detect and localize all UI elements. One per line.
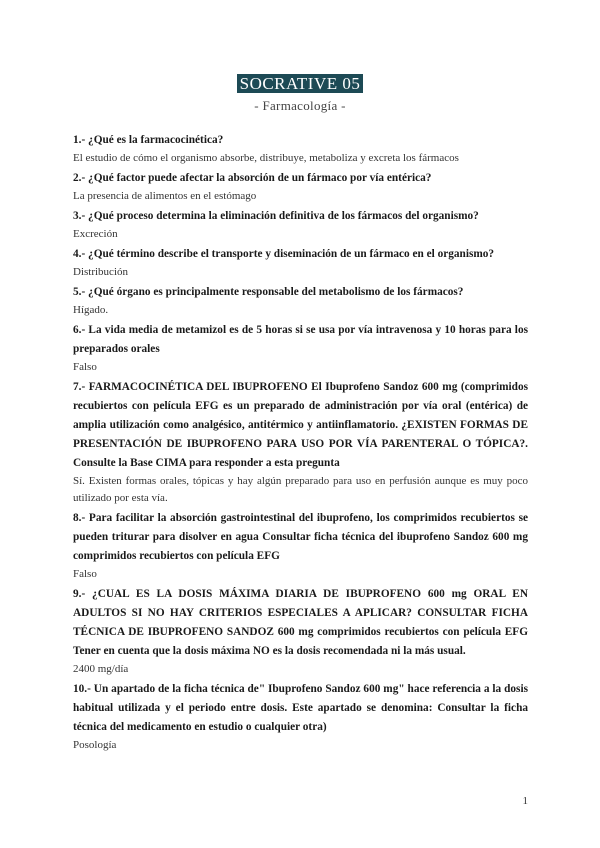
answer-text: Hígado.	[73, 304, 109, 316]
question-item-1	[73, 131, 528, 167]
question-item-2	[73, 169, 528, 205]
page-number: 1	[522, 795, 528, 807]
question-item-5	[73, 283, 528, 319]
question-text: 8.- Para facilitar la absorción gastrointestinal del ibuprofeno, los comprimidos recubiertos se pueden triturar para disolver en agua Consultar ficha técnica del ibuprofeno Sandoz 600 mg comprimidos recubiertos con película EFG	[73, 512, 528, 562]
answer-text: El estudio de cómo el organismo absorbe, distribuye, metaboliza y excreta los fármacos	[73, 152, 459, 164]
question-text: 5.- ¿Qué órgano es principalmente responsable del metabolismo de los fármacos?	[73, 286, 464, 298]
question-item-7	[73, 378, 528, 507]
question-text: 9.- ¿CUAL ES LA DOSIS MÁXIMA DIARIA DE IBUPROFENO 600 mg ORAL EN ADULTOS SI NO HAY CRITERIOS ESPECIALES A APLICAR? CONSULTAR FICHA TÉCNICA DE IBUPROFENO SANDOZ 600 mg comprimidos recubiertos con película EFG Tener en cuenta que la dosis máxima NO es la dosis recomendada ni la más usual.	[73, 588, 528, 657]
answer-text: 2400 mg/día	[73, 663, 129, 675]
answer-text: Falso	[73, 361, 97, 373]
question-item-10	[73, 680, 528, 754]
answer-text: Excreción	[73, 228, 118, 240]
question-text: 6.- La vida media de metamizol es de 5 horas si se usa por vía intravenosa y 10 horas para los preparados orales	[73, 324, 528, 355]
question-text: 3.- ¿Qué proceso determina la eliminación definitiva de los fármacos del organismo?	[73, 210, 479, 222]
answer-text: Posología	[73, 739, 117, 751]
question-item-3	[73, 207, 528, 243]
question-item-4	[73, 245, 528, 281]
question-text: 10.- Un apartado de la ficha técnica de" Ibuprofeno Sandoz 600 mg" hace referencia a la dosis habitual utilizada y el periodo entre dosis. Este apartado se denomina: Consultar la ficha técnica del medicamento en estudio o cualquier otra)	[73, 683, 528, 733]
document-subtitle: - Farmacología -	[254, 98, 346, 113]
answer-text: Falso	[73, 568, 97, 580]
question-text: 4.- ¿Qué término describe el transporte y diseminación de un fármaco en el organismo?	[73, 248, 495, 260]
question-item-9	[73, 585, 528, 678]
question-text: 2.- ¿Qué factor puede afectar la absorción de un fármaco por vía entérica?	[73, 172, 432, 184]
answer-text: Sí. Existen formas orales, tópicas y hay algún preparado para uso en perfusión aunque es muy poco utilizado por esta vía.	[73, 475, 528, 504]
answer-text: La presencia de alimentos en el estómago	[73, 190, 257, 202]
question-item-8	[73, 509, 528, 583]
question-text: 1.- ¿Qué es la farmacocinética?	[73, 134, 224, 146]
title-wrapper	[0, 74, 600, 94]
question-item-6	[73, 321, 528, 376]
answer-text: Distribución	[73, 266, 128, 278]
questions-list	[73, 131, 528, 756]
question-text: 7.- FARMACOCINÉTICA DEL IBUPROFENO El Ibuprofeno Sandoz 600 mg (comprimidos recubiertos con película EFG es un preparado de administración por vía oral (entérica) de amplia utilización como analgésico, antitérmico y antiinflamatorio. ¿EXISTEN FORMAS DE PRESENTACIÓN DE IBUPROFENO PARA USO POR VÍA PARENTERAL O TÓPICA?. Consulte la Base CIMA para responder a esta pregunta	[73, 381, 528, 469]
document-title: SOCRATIVE 05	[237, 74, 364, 93]
